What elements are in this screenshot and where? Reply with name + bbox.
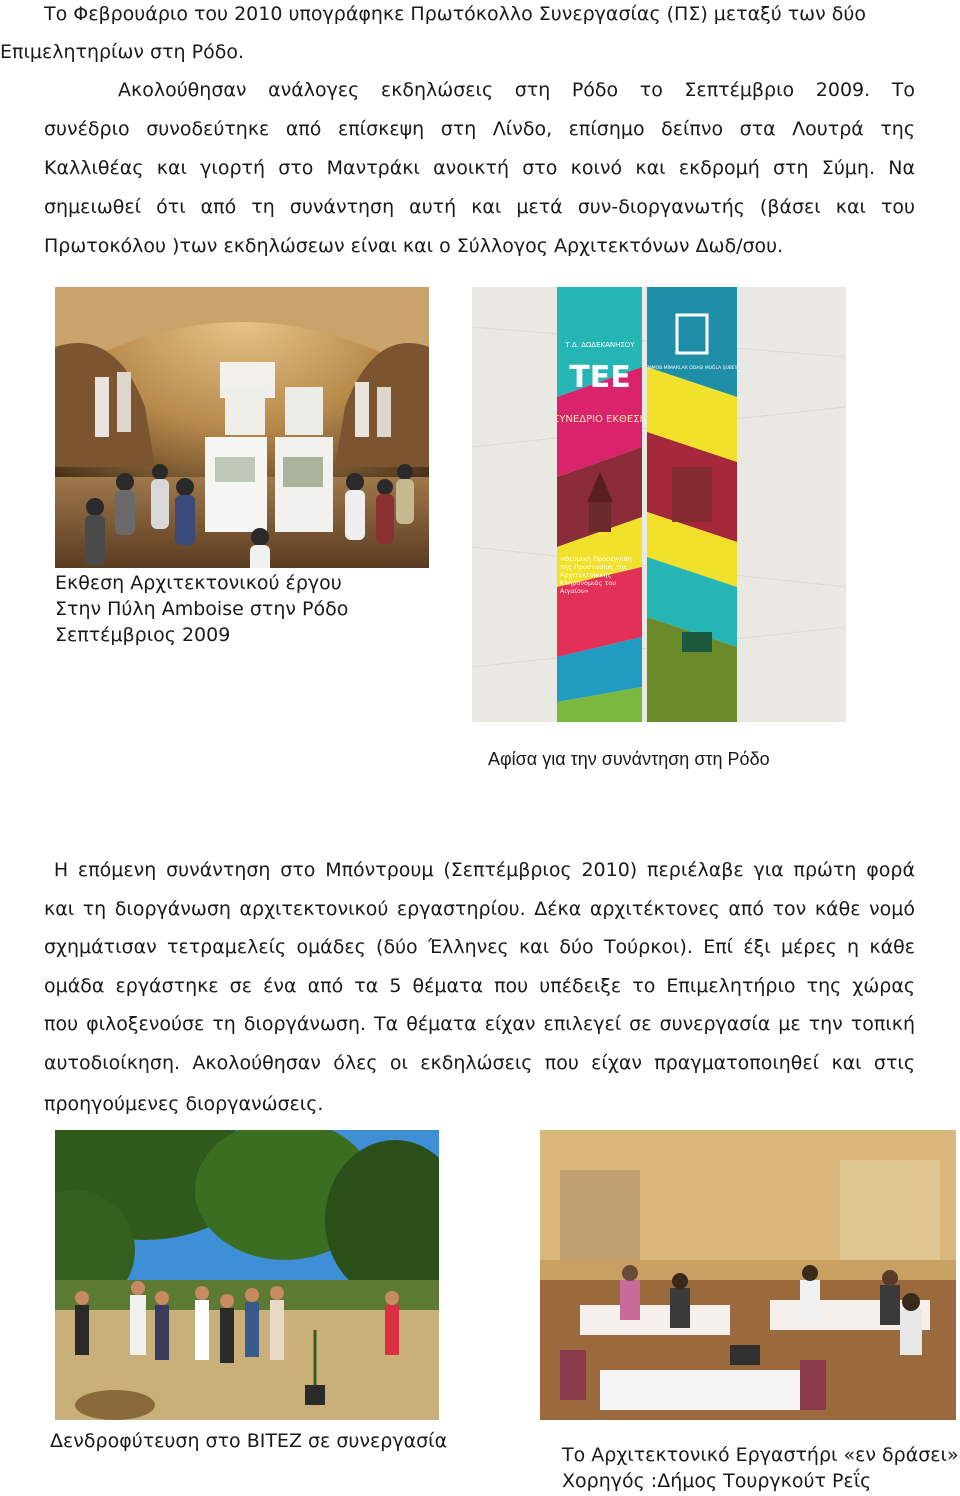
para3-line4: ομάδα εργάστηκε σε ένα από τα 5 θέματα που υπέδειξε το Επιμελητήριο της χώρας [44, 975, 915, 997]
para3-line1: Η επόμενη συνάντηση στο Μπόντρουμ (Σεπτέμβριος 2010) περιέλαβε για πρώτη φορά [44, 859, 915, 881]
event-poster [472, 287, 846, 722]
para3-line7: προηγούμενες διοργανώσεις. [44, 1093, 324, 1115]
poster-org: ΤΕΕ [569, 360, 631, 395]
para1-line2: Επιμελητηρίων στη Ρόδο. [0, 41, 244, 63]
para2-line5: Πρωτοκόλου )των εκδηλώσεων είναι και ο Σύλλογος Αρχιτεκτόνων Δωδ/σου. [44, 235, 784, 257]
poster-tr-label: TMMOB MİMARLAR ODASI MUĞLA ŞUBESİ [645, 366, 739, 371]
tree-planting-photo [55, 1130, 439, 1420]
para2-line2: συνέδριο συνοδεύτηκε από επίσκεψη στη Λίνδο, επίσημο δείπνο στα Λουτρά της [44, 118, 915, 140]
para3-line3: σχημάτισαν τετραμελείς ομάδες (δύο Έλληνες και δύο Τούρκοι). Επί έξι μέρες η κάθε [44, 936, 915, 958]
workshop-caption-line1: Το Αρχιτεκτονικό Εργαστήρι «εν δράσει» [562, 1444, 959, 1466]
para3-line5: που φιλοξενούσε τη διοργάνωση. Τα θέματα είχαν επιλεγεί σε συνεργασία με την τοπική [44, 1013, 915, 1035]
tree-planting-caption: Δενδροφύτευση στο ΒΙΤΕΖ σε συνεργασία [50, 1430, 448, 1452]
tree-planting-photo-art [55, 1130, 439, 1420]
para2-line3: Καλλιθέας και γιορτή στο Μαντράκι ανοικτή στο κοινό και εκδρομή στη Σύμη. Να [44, 157, 915, 179]
para3-line6: αυτοδιοίκηση. Ακολούθησαν όλες οι εκδηλώσεις που είχαν πραγματοποιηθεί και στις [44, 1052, 915, 1074]
workshop-caption-line2: Χορηγός :Δήμος Τουργκούτ Ρεΐς [562, 1470, 872, 1492]
para2-line1: Ακολούθησαν ανάλογες εκδηλώσεις στη Ρόδο το Σεπτέμβριο 2009. Το [118, 79, 915, 101]
workshop-photo-art [540, 1130, 956, 1420]
workshop-photo [540, 1130, 956, 1420]
para2-line4: σημειωθεί ότι από τη συνάντηση αυτή και μετά συν-διοργανωτής (βάσει και του [44, 196, 915, 218]
exhibition-photo [55, 287, 429, 568]
poster-caption: Αφίσα για την συνάντηση στη Ρόδο [488, 749, 770, 769]
poster-event: ΣΥΝΕΔΡΙΟ ΕΚΘΕΣΗ [553, 414, 647, 425]
para1-line1: Το Φεβρουάριο του 2010 υπογράφηκε Πρωτόκολλο Συνεργασίας (ΠΣ) μεταξύ των δύο [44, 3, 866, 25]
poster-theme: «Θεσμική Προσέγγιση της Προστασίας της Αρχιτεκτονικής Κληρονομιάς του Αιγαίου» [560, 555, 632, 595]
event-poster-art [472, 287, 846, 722]
exhibition-caption-line1: Εκθεση Αρχιτεκτονικού έργου [55, 572, 342, 594]
exhibition-caption-line3: Σεπτέμβριος 2009 [55, 624, 231, 646]
exhibition-photo-art [55, 287, 429, 568]
poster-org-sub: Τ.Δ. ΔΩΔΕΚΑΝΗΣΟΥ [565, 341, 635, 349]
exhibition-caption-line2: Στην Πύλη Amboise στην Ρόδο [55, 598, 349, 620]
para3-line2: και τη διοργάνωση αρχιτεκτονικού εργαστηρίου. Δέκα αρχιτέκτονες από τον κάθε νομό [44, 898, 915, 920]
